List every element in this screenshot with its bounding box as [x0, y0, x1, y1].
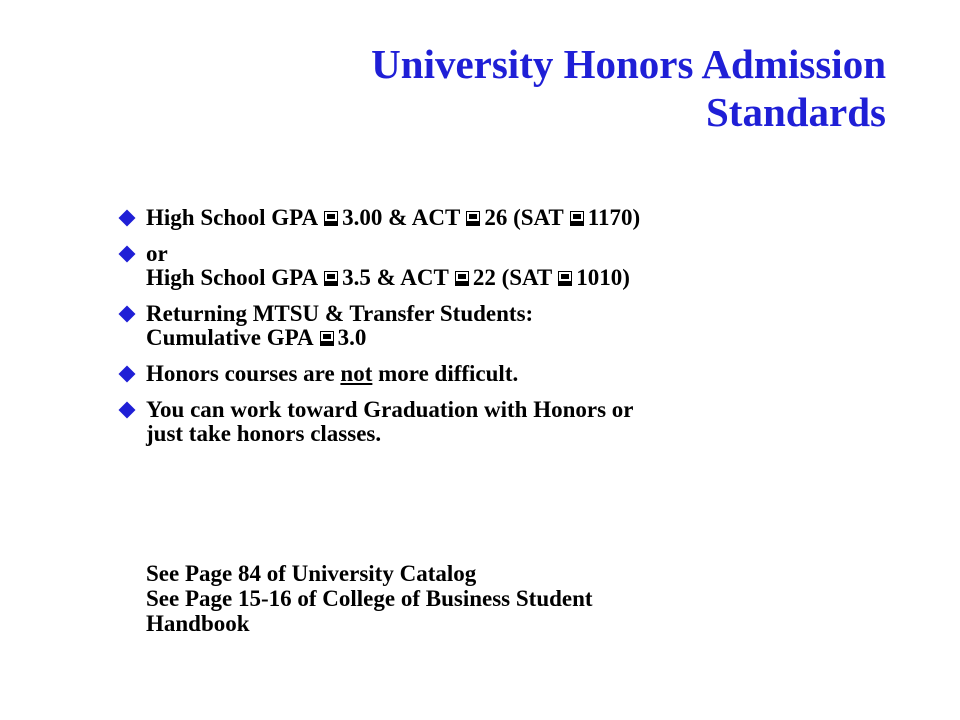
reference-line: See Page 84 of University Catalog [146, 561, 477, 586]
reference-line: See Page 15-16 of College of Business Student [146, 586, 593, 611]
bullet-line: just take honors classes. [146, 421, 382, 446]
computer-icon [324, 271, 338, 286]
bullet-text: Honors courses are [146, 361, 341, 386]
bullet-difficulty [120, 362, 880, 386]
computer-icon [320, 331, 334, 346]
criterion-text: 3.0 [337, 325, 367, 350]
bullet-text: more difficult. [372, 361, 519, 386]
title-line-1: University Honors Admission [371, 41, 886, 87]
criterion-text: High School GPA [146, 205, 319, 230]
criterion-text: 3.00 & ACT [342, 205, 461, 230]
bullet-gpa-act-primary [120, 206, 880, 230]
criterion-text: Cumulative GPA [146, 325, 314, 350]
bullet-line: or [146, 241, 168, 266]
bullet-gpa-act-alternate [120, 242, 880, 290]
bullet-returning-transfer [120, 302, 880, 350]
criterion-text: 1170) [587, 205, 641, 230]
computer-icon [570, 211, 584, 226]
bullet-line [146, 266, 880, 290]
criterion-text: 1010) [576, 265, 630, 290]
bullet-line: You can work toward Graduation with Honors or [146, 397, 634, 422]
reference-line: Handbook [146, 611, 250, 636]
criterion-text: 26 (SAT [484, 205, 564, 230]
bullet-line: Returning MTSU & Transfer Students: [146, 301, 534, 326]
bullet-line [146, 326, 880, 350]
computer-icon [558, 271, 572, 286]
criterion-text: 22 (SAT [472, 265, 553, 290]
bullet-graduation [120, 398, 880, 446]
computer-icon [466, 211, 480, 226]
diamond-bullet-icon [119, 306, 136, 323]
bullet-line [146, 206, 880, 230]
title-line-2: Standards [705, 89, 886, 135]
computer-icon [455, 271, 469, 286]
diamond-bullet-icon [119, 366, 136, 383]
bullet-line [146, 362, 880, 386]
bullet-list [120, 206, 880, 458]
emphasis-text: not [340, 361, 373, 386]
catalog-references [146, 561, 866, 636]
diamond-bullet-icon [119, 246, 136, 263]
computer-icon [324, 211, 338, 226]
criterion-text: 3.5 & ACT [342, 265, 449, 290]
diamond-bullet-icon [119, 210, 136, 227]
diamond-bullet-icon [119, 402, 136, 419]
criterion-text: High School GPA [146, 265, 319, 290]
slide-title [186, 40, 886, 136]
